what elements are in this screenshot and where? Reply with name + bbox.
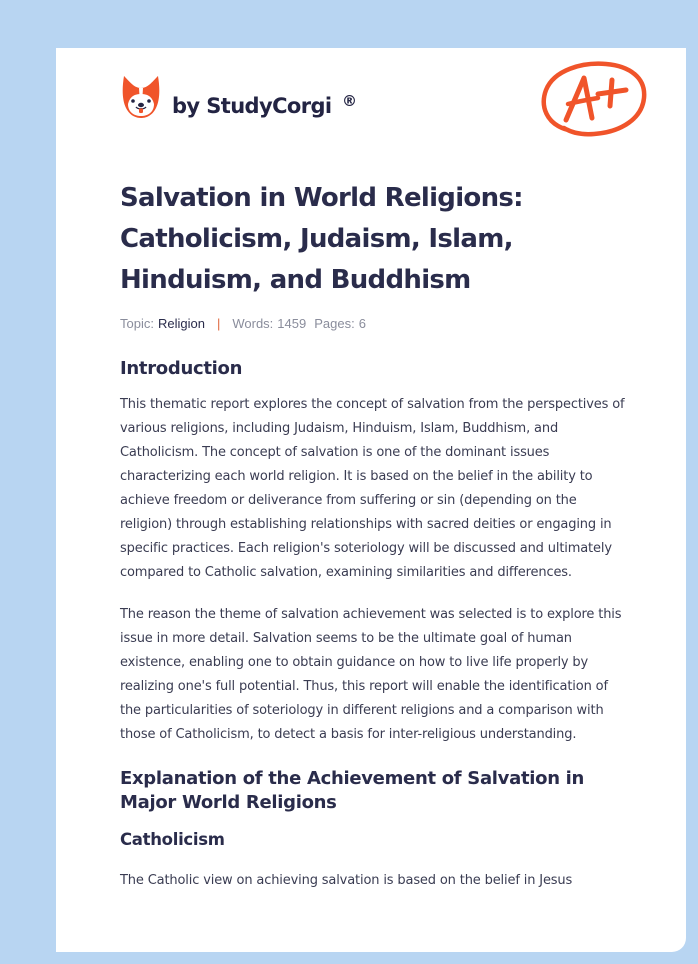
words-count: 1459 — [277, 315, 307, 331]
paragraph: This thematic report explores the concept of salvation from the perspectives of various religions, including Judaism, Hinduism, Islam, Buddhism, and Catholicism. The concept of salvation is one of the dominant issues characterizing each world religion. It is based on the belief in the ability to achieve freedom or deliverance from suffering or sin (depending on the religion) through establishing relationships with sacred deities or engaging in specific practices. Each religion's soteriology will be discussed and ultimately compared to Catholic salvation, examining similarities and differences. — [120, 397, 625, 580]
document-content — [120, 178, 632, 893]
topic-link[interactable]: Religion — [157, 315, 205, 331]
meta-separator: | — [216, 315, 221, 331]
words-label: Words: — [232, 315, 274, 331]
brand-logo[interactable] — [120, 74, 357, 120]
topic-label: Topic: — [120, 315, 154, 331]
document-card — [56, 48, 686, 952]
paragraph: The reason the theme of salvation achievement was selected is to explore this issue in more detail. Salvation seems to be the ultimate goal of human existence, enabling one to obtain guidance on how to live life properly by realizing one's full potential. Thus, this report will enable the identification of the particularities of soteriology in different religions and a comparison with those of Catholicism, to detect a basis for inter-religious understanding. — [120, 607, 622, 742]
page-title — [120, 178, 632, 301]
page-header — [56, 48, 686, 158]
corgi-head-icon — [120, 74, 162, 120]
pages-label: Pages: — [314, 315, 355, 331]
section-heading-explanation: Explanation of the Achievement of Salvation in Major World Religions — [120, 768, 585, 813]
title-line: Salvation in World Religions: — [120, 183, 523, 213]
document-meta — [120, 313, 632, 333]
title-line: Catholicism, Judaism, Islam, — [120, 224, 513, 254]
brand-name: by StudyCorgi — [172, 94, 332, 118]
pages-count: 6 — [358, 315, 366, 331]
section-heading-introduction: Introduction — [120, 358, 243, 379]
a-plus-grade-icon — [538, 58, 650, 140]
title-line: Hinduism, and Buddhism — [120, 265, 471, 295]
subsection-heading-catholicism: Catholicism — [120, 830, 225, 849]
registered-mark: ® — [342, 92, 357, 110]
paragraph: The Catholic view on achieving salvation is based on the belief in Jesus — [120, 873, 573, 888]
